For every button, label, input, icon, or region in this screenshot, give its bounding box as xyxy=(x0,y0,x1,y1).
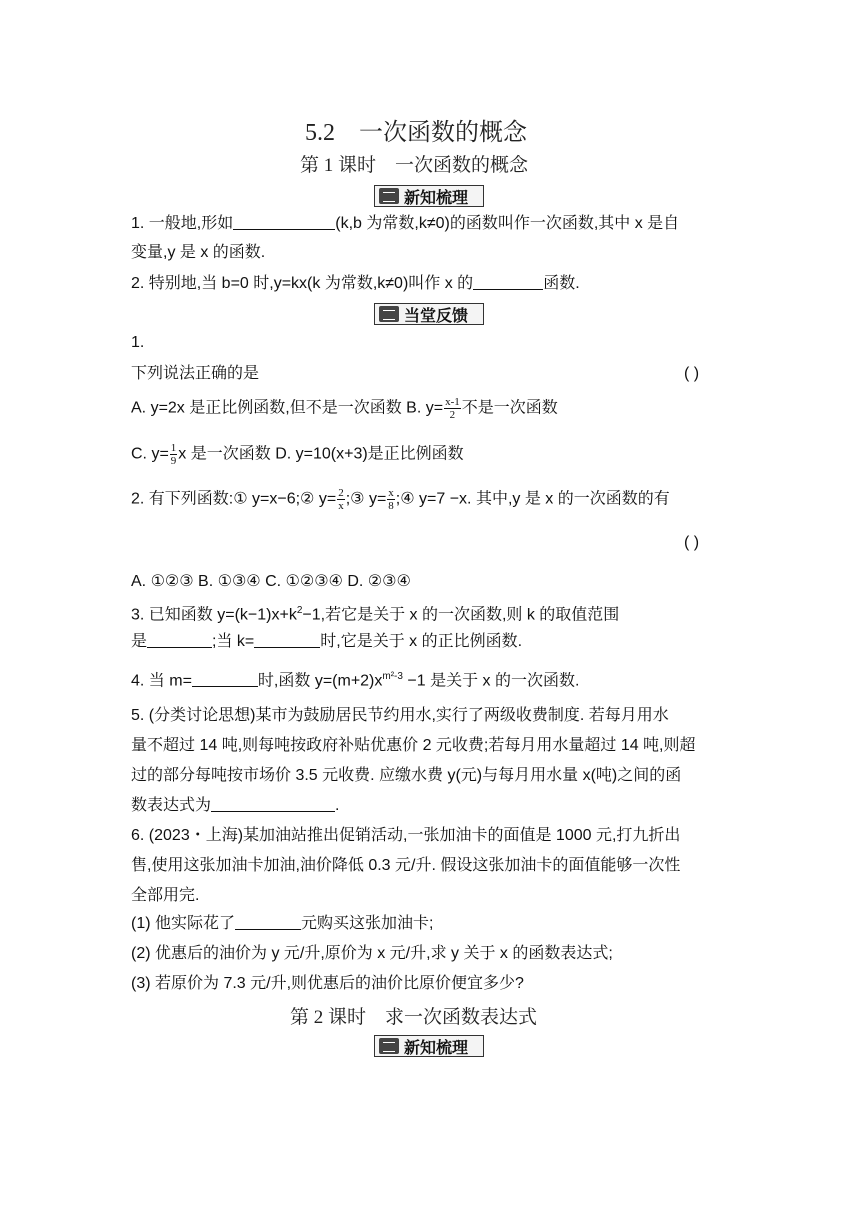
book-icon xyxy=(379,188,399,204)
answer-blank[interactable] xyxy=(254,632,320,648)
answer-blank[interactable] xyxy=(211,796,335,812)
knowledge-2 xyxy=(131,274,580,294)
feedback-badge xyxy=(374,303,484,325)
answer-paren[interactable]: ( ) xyxy=(684,365,700,382)
text: 元购买这张加油卡; xyxy=(301,915,434,932)
q4-line xyxy=(131,667,579,691)
badge-label: 新知梳理 xyxy=(404,1039,469,1057)
q2-options: A. ①②③ B. ①③④ C. ①②③④ D. ②③④ xyxy=(131,573,411,590)
pen-icon xyxy=(379,306,399,322)
fraction xyxy=(337,487,345,512)
fraction xyxy=(444,396,461,421)
denominator: 2 xyxy=(449,409,456,421)
q6-part-1 xyxy=(131,914,433,934)
text: A. y=2x 是正比例函数,但不是一次函数 B. y= xyxy=(131,399,444,417)
answer-blank[interactable] xyxy=(473,274,543,290)
badge-label: 新知梳理 xyxy=(404,189,469,207)
text: ;④ y=7 −x. 其中,y 是 x 的一次函数的有 xyxy=(395,490,670,508)
text: −1,若它是关于 x 的一次函数,则 k 的取值范围 xyxy=(302,606,620,624)
text: ;③ y= xyxy=(345,490,387,508)
answer-blank[interactable] xyxy=(147,632,212,648)
denominator: x xyxy=(338,500,344,512)
fraction xyxy=(387,487,395,512)
q3-line-2 xyxy=(131,632,522,652)
text: 时,函数 y=(m+2)x xyxy=(257,672,383,690)
q5-line-3: 过的部分每吨按市场价 3.5 元收费. 应缴水费 y(元)与每月用水量 x(吨)之间的函 xyxy=(131,767,682,784)
knowledge-1-cont: 变量,y 是 x 的函数. xyxy=(131,244,266,261)
exponent: m²-3 xyxy=(382,671,403,682)
q6-line-2: 售,使用这张加油卡加油,油价降低 0.3 元/升. 假设这张加油卡的面值能够一次性 xyxy=(131,857,681,874)
answer-blank[interactable] xyxy=(192,671,258,687)
q6-part-2: (2) 优惠后的油价为 y 元/升,原价为 x 元/升,求 y 关于 x 的函数表达式; xyxy=(131,945,613,962)
book-icon xyxy=(379,1038,399,1054)
numerator: x xyxy=(388,487,394,499)
exponent: 2 xyxy=(296,605,303,616)
text: 3. 已知函数 y=(k−1)x+k xyxy=(131,606,297,624)
text: 4. 当 m= xyxy=(131,672,192,690)
q2-stem xyxy=(131,487,670,512)
page-title: 5.2 一次函数的概念 xyxy=(305,120,527,146)
denominator: 9 xyxy=(170,455,177,467)
numerator: x-1 xyxy=(445,396,460,408)
q3-line-1 xyxy=(131,601,619,625)
text: 函数. xyxy=(543,275,580,292)
text: (k,b 为常数,k≠0)的函数叫作一次函数,其中 x 是自 xyxy=(335,215,680,232)
answer-blank[interactable] xyxy=(233,214,335,230)
denominator: 8 xyxy=(388,500,394,512)
q1-number: 1. xyxy=(131,334,145,351)
q1-options-cd xyxy=(131,442,464,467)
text: 2. 有下列函数:① y=x−6;② y= xyxy=(131,490,337,508)
q6-line-3: 全部用完. xyxy=(131,887,200,904)
lesson-2-heading: 第 2 课时 求一次函数表达式 xyxy=(290,1007,538,1028)
q1-stem: 下列说法正确的是 xyxy=(131,365,260,382)
text: 1. 一般地,形如 xyxy=(131,215,234,232)
text: 数表达式为 xyxy=(131,797,212,814)
text: ;当 k= xyxy=(212,633,255,650)
numerator: 1 xyxy=(170,442,177,454)
q5-line-1: 5. (分类讨论思想)某市为鼓励居民节约用水,实行了两级收费制度. 若每月用水 xyxy=(131,707,669,724)
text: 不是一次函数 xyxy=(461,399,558,417)
q1-options-ab xyxy=(131,396,558,421)
badge-label: 当堂反馈 xyxy=(404,307,469,325)
text: x 是一次函数 D. y=10(x+3)是正比例函数 xyxy=(178,445,464,463)
q5-line-4 xyxy=(131,796,339,816)
q6-part-3: (3) 若原价为 7.3 元/升,则优惠后的油价比原价便宜多少? xyxy=(131,975,524,992)
text: 2. 特别地,当 b=0 时,y=kx(k 为常数,k≠0)叫作 x 的 xyxy=(131,275,474,292)
q5-line-2: 量不超过 14 吨,则每吨按政府补贴优惠价 2 元收费;若每月用水量超过 14 吨,则超 xyxy=(131,737,696,754)
text: −1 是关于 x 的一次函数. xyxy=(402,672,580,690)
q6-line-1: 6. (2023・上海)某加油站推出促销活动,一张加油卡的面值是 1000 元,打九折出 xyxy=(131,827,681,844)
text: . xyxy=(335,797,340,814)
new-knowledge-badge-2 xyxy=(374,1035,484,1057)
numerator: 2 xyxy=(338,487,344,499)
fraction xyxy=(170,442,178,467)
text: 时,它是关于 x 的正比例函数. xyxy=(320,633,523,650)
text: 是 xyxy=(131,633,148,650)
lesson-1-heading: 第 1 课时 一次函数的概念 xyxy=(300,155,529,176)
new-knowledge-badge xyxy=(374,185,484,207)
text: (1) 他实际花了 xyxy=(131,915,236,932)
text: C. y= xyxy=(131,445,169,463)
answer-blank[interactable] xyxy=(235,914,301,930)
answer-paren[interactable]: ( ) xyxy=(684,534,700,551)
knowledge-1 xyxy=(131,214,679,234)
